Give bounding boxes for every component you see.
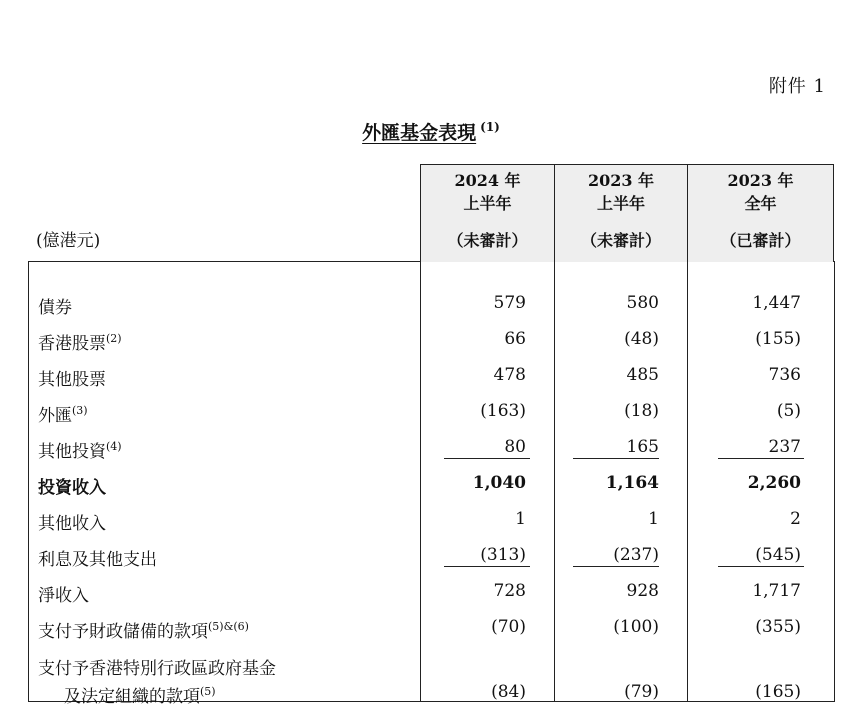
cell-2023-full-year: 2,260 [747,473,801,493]
row-label: 香港股票$^{(2)}$ [38,332,122,354]
cell-2024-h1: (84) [491,682,526,702]
table-row-payment-government-funds [28,649,833,707]
col-period: 全年 [744,194,777,213]
cell-2024-h1: (70) [491,617,526,637]
cell-2023-h1: (18) [624,401,659,421]
cell-2023-full-year: 1,717 [752,581,801,601]
subtotal-underline [573,566,659,567]
cell-2023-full-year: (155) [755,329,801,349]
cell-2023-full-year: 736 [768,365,801,385]
col-period: 上半年 [596,194,645,213]
cell-2023-h1: 580 [626,293,659,313]
cell-2024-h1: 478 [493,365,526,385]
col-year: 2023 年 [727,171,794,190]
table-row [28,576,833,606]
row-label: 其他股票 [38,370,106,390]
row-label: 支付予香港特別行政區政府基金 [38,659,276,679]
row-label-continued: 及法定組織的款項$^{(5)}$ [64,685,216,707]
table-row [28,540,833,570]
cell-2023-full-year: (545) [755,545,801,565]
cell-2024-h1: 80 [504,437,526,457]
row-label: 外匯$^{(3)}$ [38,404,88,426]
cell-2023-h1: (237) [613,545,659,565]
col-audit-status: （未審計） [580,231,661,250]
cell-2023-h1: (79) [624,682,659,702]
title-note: (1) [480,120,500,134]
cell-2024-h1: 1,040 [472,473,526,493]
row-label: 其他收入 [38,514,106,534]
row-note: (5)&(6) [208,620,249,633]
cell-2023-full-year: (355) [755,617,801,637]
cell-2023-h1: 1,164 [605,473,659,493]
cell-2024-h1: 728 [493,581,526,601]
row-note: (4) [106,440,122,453]
table-row [28,612,833,642]
row-label: 淨收入 [38,586,89,606]
cell-2023-full-year: 237 [768,437,801,457]
col-audit-status: （未審計） [447,231,528,250]
table-row [28,396,833,426]
row-label: 利息及其他支出 [38,550,157,570]
table-row [28,468,833,498]
cell-2023-h1: (100) [613,617,659,637]
performance-table [28,164,833,707]
unit-label: (億港元) [36,231,101,251]
cell-2023-full-year: 1,447 [752,293,801,313]
page-title [0,118,862,145]
subtotal-underline [444,566,530,567]
cell-2024-h1: 579 [493,293,526,313]
subtotal-underline [718,566,804,567]
subtotal-underline [573,458,659,459]
cell-2023-h1: 1 [648,509,659,529]
cell-2023-full-year: (165) [755,682,801,702]
col-audit-status: （已審計） [720,231,801,250]
row-label: 其他投資$^{(4)}$ [38,440,122,462]
title-text: 外匯基金表現 [362,122,477,144]
subtotal-underline [718,458,804,459]
cell-2023-full-year: 2 [790,509,801,529]
attachment-label: 附件 1 [768,76,826,97]
cell-2024-h1: (163) [480,401,526,421]
row-note: (3) [72,404,88,417]
table-row [28,504,833,534]
cell-2024-h1: 1 [515,509,526,529]
cell-2023-h1: (48) [624,329,659,349]
column-header-2024-h1 [420,164,554,262]
cell-2023-h1: 165 [626,437,659,457]
table-row [28,288,833,318]
cell-2023-h1: 928 [626,581,659,601]
row-label: 債券 [38,298,72,318]
col-year: 2024 年 [454,171,521,190]
col-period: 上半年 [463,194,512,213]
column-header-2023-h1 [554,164,687,262]
table-row [28,324,833,354]
row-note: (5) [200,685,216,698]
row-label: 支付予財政儲備的款項$^{(5)\&(6)}$ [38,620,249,642]
cell-2023-h1: 485 [626,365,659,385]
table-row [28,432,833,462]
cell-2023-full-year: (5) [776,401,801,421]
subtotal-underline [444,458,530,459]
cell-2024-h1: (313) [480,545,526,565]
row-label: 投資收入 [38,478,106,498]
column-header-2023-full-year [687,164,834,262]
table-row [28,360,833,390]
row-note: (2) [106,332,122,345]
table-header [28,164,833,262]
cell-2024-h1: 66 [504,329,526,349]
col-year: 2023 年 [587,171,655,190]
